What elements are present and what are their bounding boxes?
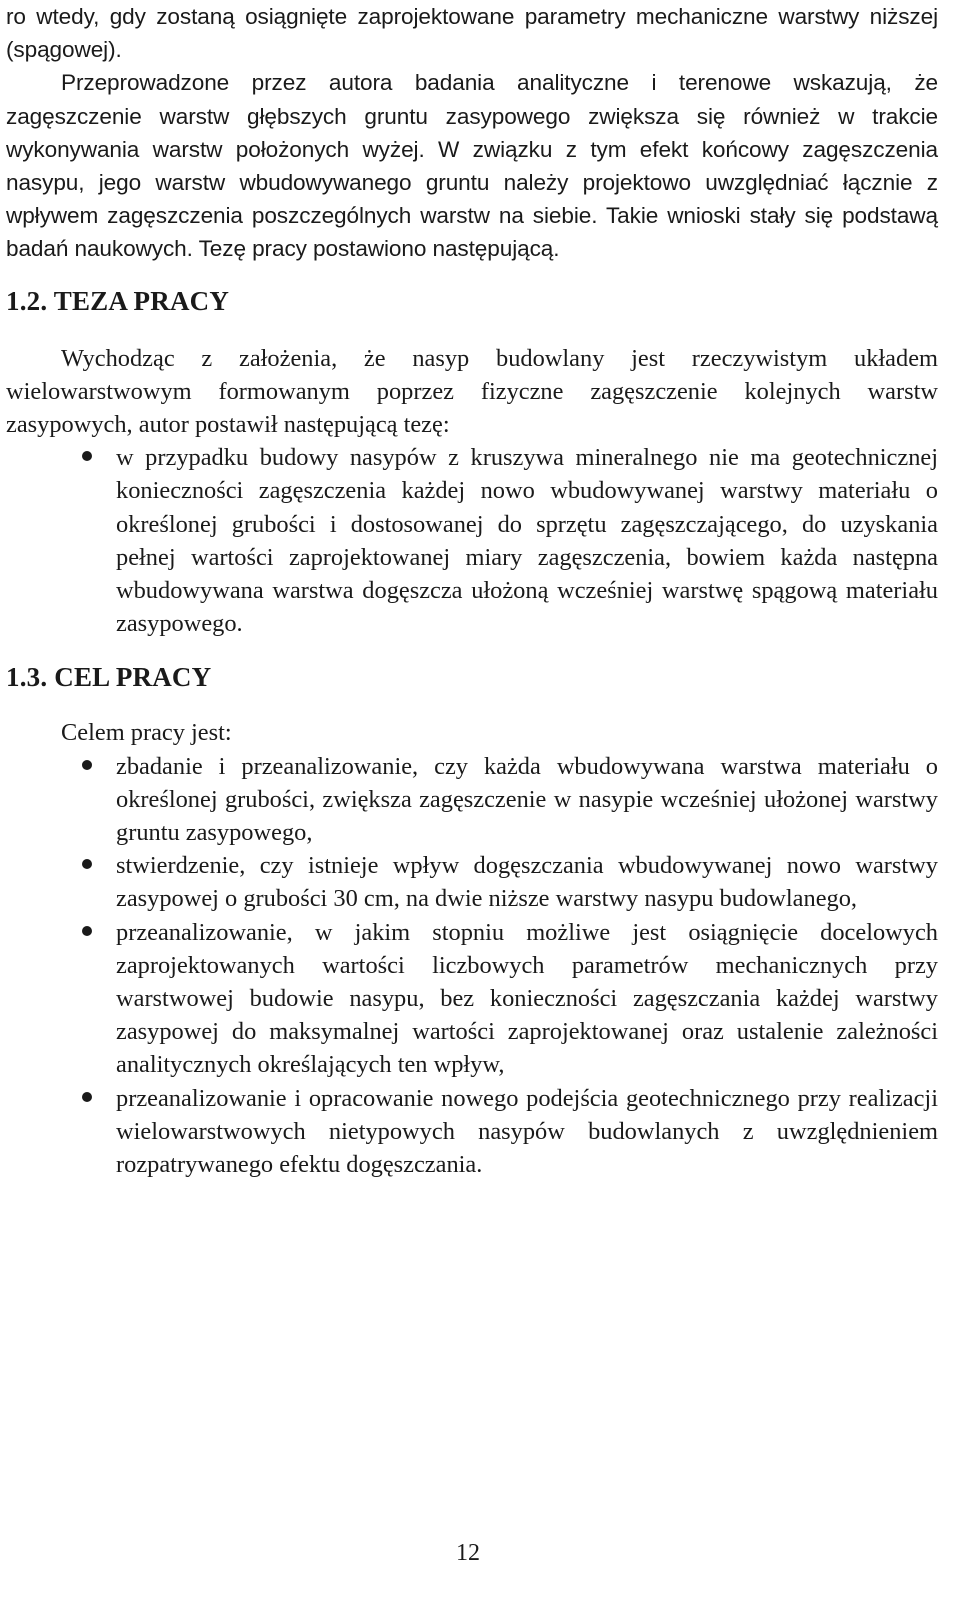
bullet-icon <box>82 451 92 461</box>
bullet-icon <box>82 1092 92 1102</box>
cel-bullet-list <box>6 750 938 1182</box>
list-item <box>6 750 938 850</box>
section-heading-cel: 1.3. CEL PRACY <box>6 662 212 693</box>
list-item-text: przeanalizowanie, w jakim stopniu możliwe jest osiągnięcie docelowych zaprojektowanych wartości liczbowych parametrów mechanicznych przy warstwowej budowie nasypu, bez konieczności zagęszczania każdej warstwy zasypowej do maksymalnej wartości zaprojektowanej oraz ustalenie zależności analitycznych określających ten wpływ, <box>116 918 938 1079</box>
page-number: 12 <box>456 1540 480 1566</box>
list-item <box>6 916 938 1082</box>
teza-paragraph: Wychodząc z założenia, że nasyp budowlany jest rzeczywistym układem wielowarstwowym formowanym poprzez fizyczne zagęszczenie kolejnych warstw zasypowych, autor postawił następującą tezę: <box>6 344 938 439</box>
list-item-text: przeanalizowanie i opracowanie nowego podejścia geotechnicznego przy realizacji wielowarstwowych nietypowych nasypów budowlanych z uwzględnieniem rozpatrywanego efektu dogęszczania. <box>116 1084 938 1179</box>
section-heading-teza: 1.2. TEZA PRACY <box>6 285 230 316</box>
cel-section <box>6 716 938 1181</box>
continuation-paragraph: ro wtedy, gdy zostaną osiągnięte zaprojektowane parametry mechaniczne warstwy niższej (spągowej). <box>6 4 938 63</box>
bullet-icon <box>82 926 92 936</box>
intro-paragraph: Przeprowadzone przez autora badania analityczne i terenowe wskazują, że zagęszczenie warstw głębszych gruntu zasypowego zwiększa się również w trakcie wykonywania warstw położonych wyżej. W związku z tym efekt końcowy zagęszczenia nasypu, jego warstw wbudowywanego gruntu należy projektowo uwzględniać łącznie z wpływem zagęszczenia poszczególnych warstw na siebie. Takie wnioski stały się podstawą badań naukowych. Tezę pracy postawiono następującą. <box>6 70 938 262</box>
teza-bullet-list <box>6 441 938 640</box>
bullet-icon <box>82 760 92 770</box>
list-item-text: zbadanie i przeanalizowanie, czy każda wbudowywana warstwa materiału o określonej grubości, zwiększa zagęszczenie w nasypie wcześniej ułożonej warstwy gruntu zasypowego, <box>116 752 938 847</box>
cel-intro: Celem pracy jest: <box>61 719 232 747</box>
intro-section <box>6 0 938 266</box>
list-item-text: w przypadku budowy nasypów z kruszywa mineralnego nie ma geotechnicznej konieczności zagęszczenia każdej nowo wbudowywanej warstwy materiału o określonej grubości i dostosowanej do sprzętu zagęszczającego, do uzyskania pełnej wartości zaprojektowanej miary zagęszczenia, bowiem każda następna wbudowywana warstwa dogęszcza ułożoną wcześniej warstwę spągową materiału zasypowego. <box>116 444 938 638</box>
list-item <box>6 441 938 640</box>
list-item <box>6 849 938 915</box>
document-page <box>6 0 938 1181</box>
teza-section <box>6 342 938 641</box>
list-item <box>6 1082 938 1182</box>
bullet-icon <box>82 859 92 869</box>
list-item-text: stwierdzenie, czy istnieje wpływ dogęszczania wbudowywanej nowo warstwy zasypowej o grubości 30 cm, na dwie niższe warstwy nasypu budowlanego, <box>116 852 938 913</box>
